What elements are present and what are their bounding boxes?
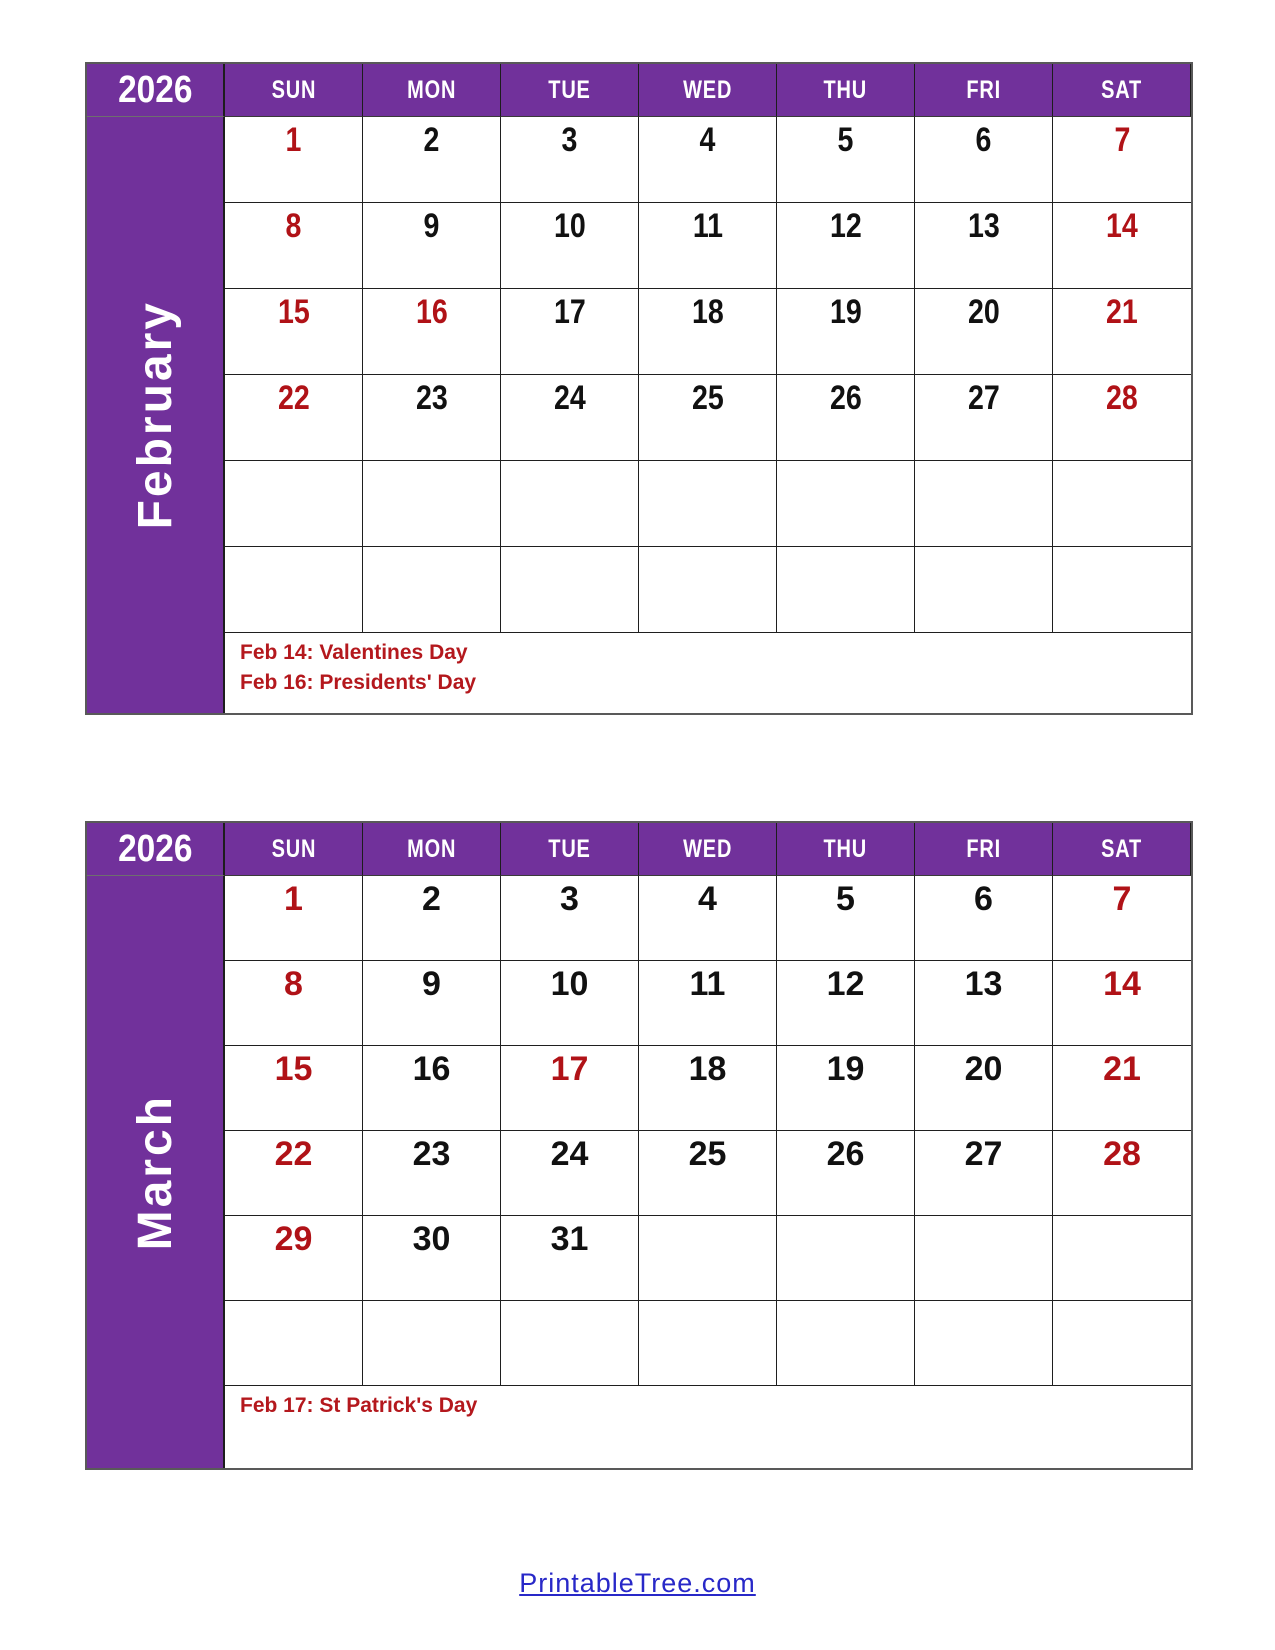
date-number: 5 bbox=[837, 121, 854, 159]
date-cell-empty bbox=[915, 1216, 1053, 1301]
day-header-fri: FRI bbox=[915, 64, 1053, 117]
date-number: 11 bbox=[689, 965, 726, 1003]
date-number: 29 bbox=[274, 1220, 313, 1258]
date-cell-empty bbox=[363, 547, 501, 633]
date-cell-4 bbox=[639, 876, 777, 961]
holiday-note: Feb 17: St Patrick's Day bbox=[240, 1394, 478, 1417]
date-number: 22 bbox=[274, 1135, 313, 1173]
date-number: 22 bbox=[277, 379, 310, 417]
date-cell-empty bbox=[501, 1301, 639, 1386]
date-cell-2 bbox=[363, 876, 501, 961]
date-cell-empty bbox=[639, 547, 777, 633]
date-cell-empty bbox=[777, 1301, 915, 1386]
date-cell-18 bbox=[639, 289, 777, 375]
date-cell-10 bbox=[501, 961, 639, 1046]
date-number: 6 bbox=[975, 121, 992, 159]
date-cell-3 bbox=[501, 876, 639, 961]
day-header-sun: SUN bbox=[225, 64, 363, 117]
date-cell-5 bbox=[777, 117, 915, 203]
date-number: 31 bbox=[550, 1220, 589, 1258]
date-cell-16 bbox=[363, 289, 501, 375]
date-cell-20 bbox=[915, 289, 1053, 375]
date-number: 28 bbox=[1106, 379, 1138, 417]
date-cell-empty bbox=[225, 547, 363, 633]
date-number: 4 bbox=[699, 121, 716, 159]
date-number: 12 bbox=[826, 965, 865, 1003]
month-label bbox=[87, 117, 225, 713]
date-number: 5 bbox=[836, 880, 855, 918]
day-header-sun: SUN bbox=[225, 823, 363, 876]
date-cell-5 bbox=[777, 876, 915, 961]
date-cell-28 bbox=[1053, 375, 1191, 461]
date-cell-22 bbox=[225, 375, 363, 461]
date-number: 15 bbox=[274, 1050, 313, 1088]
date-cell-empty bbox=[363, 1301, 501, 1386]
date-cell-4 bbox=[639, 117, 777, 203]
date-number: 27 bbox=[964, 1135, 1003, 1173]
date-cell-empty bbox=[1053, 461, 1191, 547]
date-cell-2 bbox=[363, 117, 501, 203]
date-number: 9 bbox=[423, 207, 440, 245]
footer-link[interactable]: PrintableTree.com bbox=[519, 1568, 756, 1598]
date-number: 7 bbox=[1112, 880, 1132, 918]
holiday-note: Feb 16: Presidents' Day bbox=[240, 670, 477, 694]
date-number: 11 bbox=[692, 207, 723, 245]
date-cell-empty bbox=[915, 547, 1053, 633]
date-number: 3 bbox=[560, 880, 579, 918]
date-cell-17 bbox=[501, 289, 639, 375]
date-cell-28 bbox=[1053, 1131, 1191, 1216]
date-number: 6 bbox=[974, 880, 993, 918]
date-cell-27 bbox=[915, 375, 1053, 461]
date-number: 19 bbox=[829, 293, 862, 331]
date-cell-13 bbox=[915, 203, 1053, 289]
date-number: 18 bbox=[688, 1050, 727, 1088]
day-header-mon: MON bbox=[363, 64, 501, 117]
date-cell-6 bbox=[915, 117, 1053, 203]
date-cell-29 bbox=[225, 1216, 363, 1301]
date-cell-empty bbox=[777, 1216, 915, 1301]
date-number: 23 bbox=[412, 1135, 451, 1173]
date-cell-empty bbox=[501, 547, 639, 633]
day-header-wed: WED bbox=[639, 64, 777, 117]
date-cell-6 bbox=[915, 876, 1053, 961]
date-number: 21 bbox=[1106, 293, 1138, 331]
day-header-tue: TUE bbox=[501, 64, 639, 117]
date-cell-24 bbox=[501, 1131, 639, 1216]
holiday-note: Feb 14: Valentines Day bbox=[240, 641, 468, 664]
date-number: 17 bbox=[553, 293, 586, 331]
date-number: 14 bbox=[1106, 207, 1138, 245]
date-number: 20 bbox=[964, 1050, 1003, 1088]
date-cell-23 bbox=[363, 375, 501, 461]
year-label bbox=[87, 64, 225, 117]
day-header-thu: THU bbox=[777, 64, 915, 117]
date-cell-13 bbox=[915, 961, 1053, 1046]
date-number: 24 bbox=[553, 379, 586, 417]
date-number: 15 bbox=[277, 293, 310, 331]
date-cell-empty bbox=[639, 1301, 777, 1386]
month-label bbox=[87, 876, 225, 1468]
date-number: 16 bbox=[415, 293, 448, 331]
date-cell-27 bbox=[915, 1131, 1053, 1216]
date-cell-16 bbox=[363, 1046, 501, 1131]
date-cell-empty bbox=[501, 461, 639, 547]
date-cell-19 bbox=[777, 1046, 915, 1131]
date-number: 23 bbox=[415, 379, 448, 417]
date-cell-empty bbox=[639, 1216, 777, 1301]
date-cell-17 bbox=[501, 1046, 639, 1131]
date-number: 28 bbox=[1103, 1135, 1141, 1173]
date-cell-14 bbox=[1053, 203, 1191, 289]
date-cell-empty bbox=[777, 461, 915, 547]
date-cell-empty bbox=[225, 1301, 363, 1386]
date-number: 7 bbox=[1114, 121, 1130, 159]
date-number: 10 bbox=[550, 965, 589, 1003]
date-cell-26 bbox=[777, 1131, 915, 1216]
date-cell-11 bbox=[639, 203, 777, 289]
date-cell-empty bbox=[915, 1301, 1053, 1386]
date-number: 10 bbox=[553, 207, 586, 245]
day-header-tue: TUE bbox=[501, 823, 639, 876]
page-footer bbox=[0, 1568, 1275, 1599]
date-number: 9 bbox=[422, 965, 441, 1003]
date-number: 26 bbox=[826, 1135, 865, 1173]
date-number: 1 bbox=[285, 121, 302, 159]
dates-grid bbox=[225, 117, 1191, 633]
date-cell-8 bbox=[225, 203, 363, 289]
date-cell-7 bbox=[1053, 117, 1191, 203]
calendar-february bbox=[85, 62, 1193, 715]
date-cell-19 bbox=[777, 289, 915, 375]
date-number: 4 bbox=[698, 880, 717, 918]
date-number: 27 bbox=[967, 379, 1000, 417]
date-cell-12 bbox=[777, 203, 915, 289]
date-cell-21 bbox=[1053, 289, 1191, 375]
date-cell-15 bbox=[225, 289, 363, 375]
day-header-sat: SAT bbox=[1053, 823, 1191, 876]
date-number: 16 bbox=[412, 1050, 451, 1088]
date-number: 25 bbox=[691, 379, 724, 417]
date-cell-7 bbox=[1053, 876, 1191, 961]
date-number: 2 bbox=[422, 880, 441, 918]
date-number: 30 bbox=[412, 1220, 451, 1258]
date-number: 8 bbox=[285, 207, 302, 245]
date-number: 19 bbox=[826, 1050, 865, 1088]
date-cell-14 bbox=[1053, 961, 1191, 1046]
date-cell-15 bbox=[225, 1046, 363, 1131]
month-text: March bbox=[128, 1093, 182, 1251]
date-cell-1 bbox=[225, 876, 363, 961]
month-text: February bbox=[128, 300, 182, 530]
date-cell-1 bbox=[225, 117, 363, 203]
date-cell-empty bbox=[1053, 1301, 1191, 1386]
date-number: 2 bbox=[423, 121, 440, 159]
day-header-thu: THU bbox=[777, 823, 915, 876]
date-cell-empty bbox=[777, 547, 915, 633]
day-header-fri: FRI bbox=[915, 823, 1053, 876]
date-number: 1 bbox=[284, 880, 303, 918]
date-cell-20 bbox=[915, 1046, 1053, 1131]
holiday-notes bbox=[225, 633, 1191, 713]
date-cell-empty bbox=[639, 461, 777, 547]
date-number: 3 bbox=[561, 121, 578, 159]
date-number: 26 bbox=[829, 379, 862, 417]
date-cell-26 bbox=[777, 375, 915, 461]
date-cell-30 bbox=[363, 1216, 501, 1301]
date-number: 24 bbox=[550, 1135, 589, 1173]
year-text: 2026 bbox=[117, 68, 193, 111]
date-number: 14 bbox=[1103, 965, 1141, 1003]
date-cell-12 bbox=[777, 961, 915, 1046]
date-cell-8 bbox=[225, 961, 363, 1046]
date-number: 20 bbox=[967, 293, 1000, 331]
date-cell-22 bbox=[225, 1131, 363, 1216]
date-cell-9 bbox=[363, 203, 501, 289]
date-number: 13 bbox=[964, 965, 1003, 1003]
date-number: 8 bbox=[284, 965, 303, 1003]
day-header-sat: SAT bbox=[1053, 64, 1191, 117]
date-cell-empty bbox=[915, 461, 1053, 547]
date-number: 21 bbox=[1103, 1050, 1141, 1088]
holiday-notes bbox=[225, 1386, 1191, 1468]
date-cell-18 bbox=[639, 1046, 777, 1131]
date-cell-empty bbox=[363, 461, 501, 547]
date-number: 12 bbox=[829, 207, 862, 245]
date-cell-25 bbox=[639, 1131, 777, 1216]
date-cell-11 bbox=[639, 961, 777, 1046]
date-cell-24 bbox=[501, 375, 639, 461]
date-number: 13 bbox=[967, 207, 1000, 245]
date-number: 18 bbox=[691, 293, 724, 331]
date-cell-21 bbox=[1053, 1046, 1191, 1131]
year-label bbox=[87, 823, 225, 876]
date-cell-10 bbox=[501, 203, 639, 289]
date-number: 25 bbox=[688, 1135, 727, 1173]
date-cell-23 bbox=[363, 1131, 501, 1216]
day-header-mon: MON bbox=[363, 823, 501, 876]
date-cell-empty bbox=[1053, 1216, 1191, 1301]
date-cell-31 bbox=[501, 1216, 639, 1301]
day-header-wed: WED bbox=[639, 823, 777, 876]
date-cell-3 bbox=[501, 117, 639, 203]
dates-grid bbox=[225, 876, 1191, 1386]
year-text: 2026 bbox=[117, 827, 193, 870]
date-cell-25 bbox=[639, 375, 777, 461]
date-number: 17 bbox=[550, 1050, 589, 1088]
date-cell-empty bbox=[1053, 547, 1191, 633]
date-cell-empty bbox=[225, 461, 363, 547]
date-cell-9 bbox=[363, 961, 501, 1046]
calendar-march bbox=[85, 821, 1193, 1470]
